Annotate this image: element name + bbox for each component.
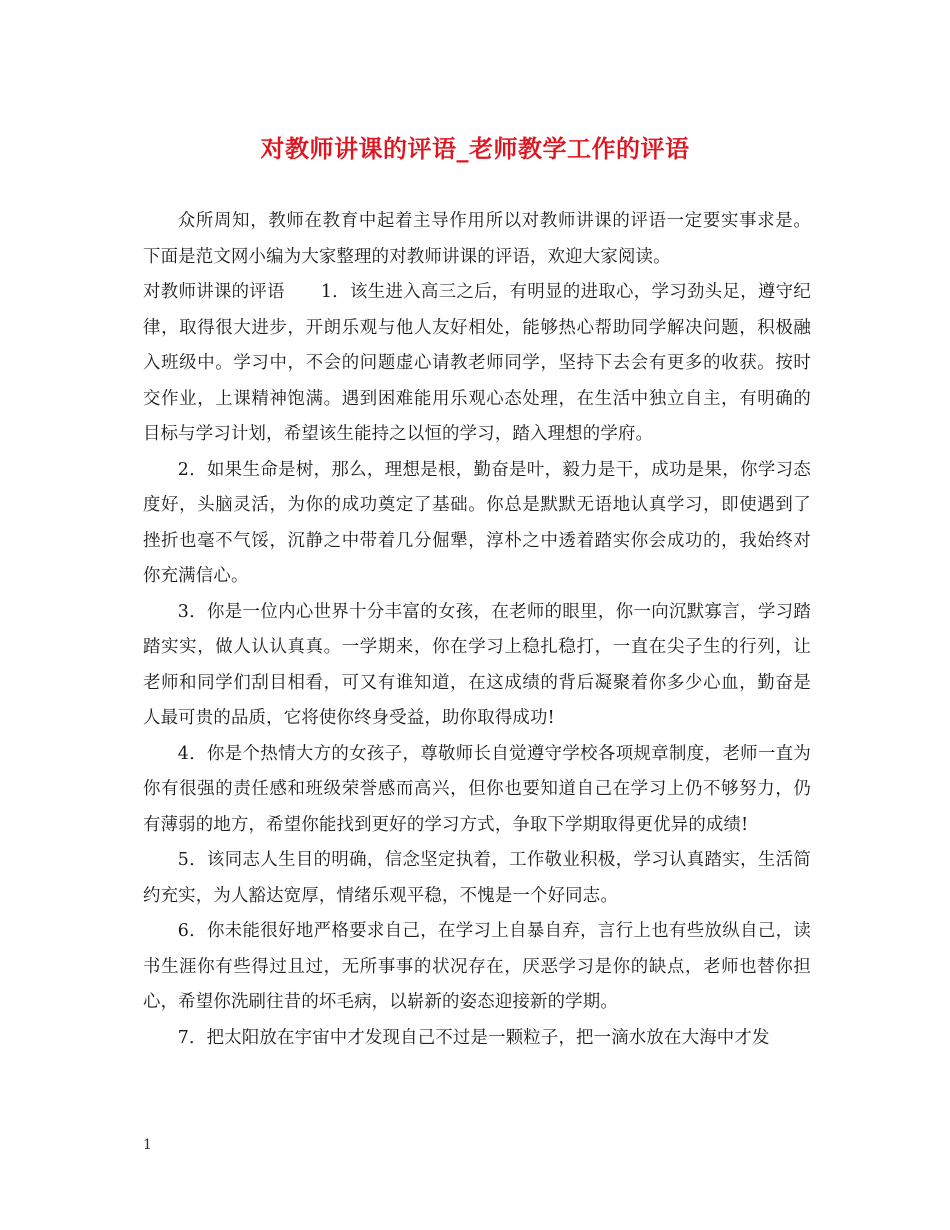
section-lead-label: 对教师讲课的评语 [143,282,285,302]
first-comment-paragraph [143,275,811,453]
intro-paragraph: 众所周知，教师在教育中起着主导作用所以对教师讲课的评语一定要实事求是。下面是范文网小编为大家整理的对教师讲课的评语，欢迎大家阅读。 [143,211,811,267]
document-title: 对教师讲课的评语_老师教学工作的评语 [260,134,690,163]
comment-3: 3．你是一位内心世界十分丰富的女孩，在老师的眼里，你一向沉默寡言，学习踏踏实实，做人认认真真。一学期来，你在学习上稳扎稳打，一直在尖子生的行列，让老师和同学们刮目相看，可又有谁知道，在这成绩的背后凝聚着你多少心血，勤奋是人最可贵的品质，它将使你终身受益，助你取得成功! [143,601,811,728]
comment-1: 1．该生进入高三之后，有明显的进取心，学习劲头足，遵守纪律，取得很大进步，开朗乐观与他人友好相处，能够热心帮助同学解决问题，积极融入班级中。学习中，不会的问题虚心请教老师同学，坚持下去会有更多的收获。按时交作业，上课精神饱满。遇到困难能用乐观心态处理，在生活中独立自主，有明确的目标与学习计划，希望该生能持之以恒的学习，踏入理想的学府。 [143,282,811,444]
page-number: 1 [143,1137,152,1153]
document-body [143,204,811,1056]
comment-6: 6．你未能很好地严格要求自己，在学习上自暴自弃，言行上也有些放纵自己，读书生涯你有些得过且过，无所事事的状况存在，厌恶学习是你的缺点，老师也替你担心，希望你洗刷往昔的坏毛病，以崭新的姿态迎接新的学期。 [143,921,811,1012]
comment-5: 5．该同志人生目的明确，信念坚定执着，工作敬业积极，学习认真踏实，生活简约充实，为人豁达宽厚，情绪乐观平稳，不愧是一个好同志。 [143,850,811,906]
comment-4: 4．你是个热情大方的女孩子，尊敬师长自觉遵守学校各项规章制度，老师一直为你有很强的责任感和班级荣誉感而高兴，但你也要知道自己在学习上仍不够努力，仍有薄弱的地方，希望你能找到更好的学习方式，争取下学期取得更优异的成绩! [143,743,811,835]
comment-2: 2．如果生命是树，那么，理想是根，勤奋是叶，毅力是干，成功是果，你学习态度好，头脑灵活，为你的成功奠定了基础。你总是默默无语地认真学习，即使遇到了挫折也毫不气馁，沉静之中带着几分倔犟，淳朴之中透着踏实你会成功的，我始终对你充满信心。 [143,459,811,586]
comment-7: 7．把太阳放在宇宙中才发现自己不过是一颗粒子，把一滴水放在大海中才发 [177,1027,770,1048]
